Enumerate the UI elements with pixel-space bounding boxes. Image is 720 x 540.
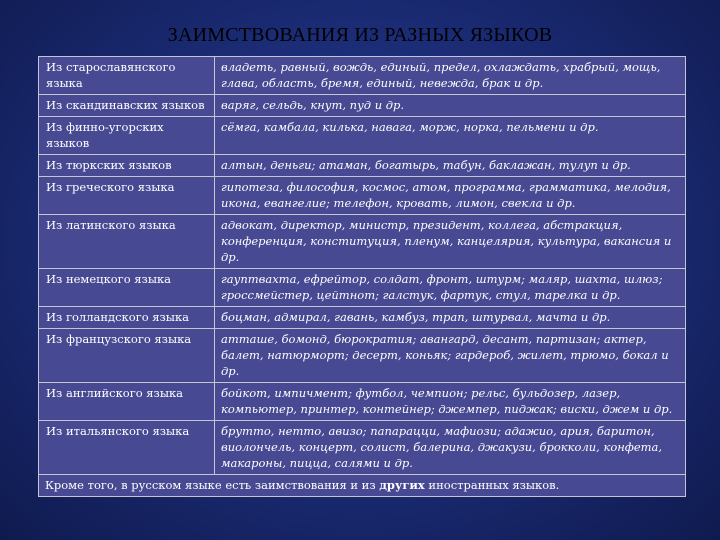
- table-row: [39, 95, 686, 117]
- source-language-cell: Из латинского языка: [39, 215, 215, 269]
- table-row: [39, 383, 686, 421]
- table-row: [39, 421, 686, 475]
- note-text-bold: других: [379, 478, 425, 492]
- source-language-cell: Из греческого языка: [39, 177, 215, 215]
- borrowed-words-cell: брутто, нетто, авизо; папарацци, мафиози; адажио, ария, баритон, виолончель, концерт, солист, балерина, джакузи, брокколи, конфета, макароны, пицца, салями и др.: [215, 421, 686, 475]
- table-note: [39, 475, 686, 497]
- source-language-cell: Из старославянского языка: [39, 57, 215, 95]
- borrowed-words-cell: боцман, адмирал, гавань, камбуз, трап, штурвал, мачта и др.: [215, 307, 686, 329]
- borrowed-words-cell: алтын, деньги; атаман, богатырь, табун, баклажан, тулуп и др.: [215, 155, 686, 177]
- source-language-cell: Из тюркских языков: [39, 155, 215, 177]
- table-row: [39, 117, 686, 155]
- table-row: [39, 155, 686, 177]
- table-row: [39, 329, 686, 383]
- table-row: [39, 269, 686, 307]
- borrowed-words-cell: атташе, бомонд, бюрократия; авангард, десант, партизан; актер, балет, натюрморт; десерт, коньяк; гардероб, жилет, трюмо, бокал и др.: [215, 329, 686, 383]
- borrowed-words-cell: гипотеза, философия, космос, атом, программа, грамматика, мелодия, икона, евангелие; телефон, кровать, лимон, свекла и др.: [215, 177, 686, 215]
- table-note-row: [39, 475, 686, 497]
- table-row: [39, 307, 686, 329]
- borrowed-words-cell: сёмга, камбала, килька, навага, морж, норка, пельмени и др.: [215, 117, 686, 155]
- table-row: [39, 215, 686, 269]
- table-row: [39, 57, 686, 95]
- borrowed-words-cell: бойкот, импичмент; футбол, чемпион; рельс, бульдозер, лазер, компьютер, принтер, контейнер; джемпер, пиджак; виски, джем и др.: [215, 383, 686, 421]
- borrowed-words-cell: гауптвахта, ефрейтор, солдат, фронт, штурм; маляр, шахта, шлюз; гроссмейстер, цейтнот; галстук, фартук, стул, тарелка и др.: [215, 269, 686, 307]
- borrowings-table: [38, 56, 686, 497]
- source-language-cell: Из голландского языка: [39, 307, 215, 329]
- source-language-cell: Из финно-угорских языков: [39, 117, 215, 155]
- borrowed-words-cell: владеть, равный, вождь, единый, предел, охлаждать, храбрый, мощь, глава, область, бремя, единый, невежда, брак и др.: [215, 57, 686, 95]
- borrowed-words-cell: адвокат, директор, министр, президент, коллега, абстракция, конференция, конституция, пленум, канцелярия, культура, вакансия и др.: [215, 215, 686, 269]
- source-language-cell: Из английского языка: [39, 383, 215, 421]
- source-language-cell: Из французского языка: [39, 329, 215, 383]
- borrowed-words-cell: варяг, сельдь, кнут, пуд и др.: [215, 95, 686, 117]
- source-language-cell: Из немецкого языка: [39, 269, 215, 307]
- note-text-end: иностранных языков.: [424, 478, 560, 492]
- table-row: [39, 177, 686, 215]
- source-language-cell: Из скандинавских языков: [39, 95, 215, 117]
- slide-title: ЗАИМСТВОВАНИЯ ИЗ РАЗНЫХ ЯЗЫКОВ: [167, 24, 553, 46]
- source-language-cell: Из итальянского языка: [39, 421, 215, 475]
- note-text-start: Кроме того, в русском языке есть заимствования и из: [45, 478, 380, 492]
